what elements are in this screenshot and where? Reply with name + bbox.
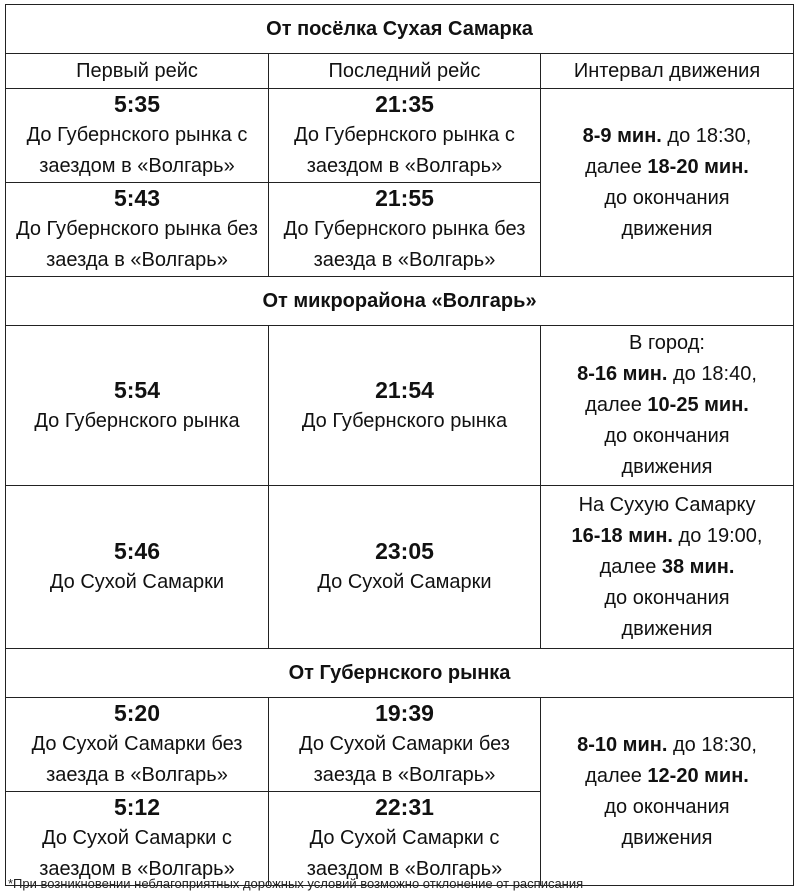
destination: До Губернского рынка с заездом в «Волгарь» — [294, 124, 515, 177]
first-trip-cell — [6, 486, 269, 649]
departure-time: 5:46 — [113, 538, 161, 564]
table-row — [6, 326, 794, 486]
first-trip-cell — [6, 183, 269, 277]
destination: До Губернского рынка без заезда в «Волгарь» — [16, 218, 258, 271]
departure-time: 23:05 — [375, 538, 434, 564]
departure-time: 19:39 — [375, 700, 434, 726]
destination: До Сухой Самарки — [49, 571, 225, 593]
section-title-row — [6, 649, 794, 698]
interval-line: 8-10 мин. до 18:30, — [577, 733, 757, 756]
departure-time: 5:43 — [113, 185, 161, 211]
departure-time: 21:35 — [375, 91, 434, 117]
departure-time: 5:12 — [113, 794, 161, 820]
footnote: *При возникновении неблагоприятных дорожных условий возможно отклонение от расписания — [8, 876, 584, 891]
column-header-row — [6, 54, 794, 89]
interval-line: далее 38 мин. — [599, 555, 735, 578]
last-trip-cell — [269, 183, 541, 277]
section-title: От Губернского рынка — [6, 649, 794, 698]
interval-line: далее 12-20 мин. — [585, 764, 749, 787]
section-title-row — [6, 5, 794, 54]
destination: До Сухой Самарки с заездом в «Волгарь» — [39, 827, 235, 880]
interval-line: далее 10-25 мин. — [585, 394, 749, 416]
departure-time: 22:31 — [375, 794, 434, 820]
last-trip-cell — [269, 89, 541, 183]
interval-line: далее 18-20 мин. — [585, 155, 749, 178]
section-title-row — [6, 277, 794, 326]
interval-line: В город: — [629, 332, 705, 354]
first-trip-cell — [6, 792, 269, 886]
interval-cell — [541, 89, 794, 277]
interval-line: до окончания — [604, 425, 730, 447]
interval-cell — [541, 326, 794, 486]
destination: До Сухой Самарки — [317, 571, 492, 593]
interval-line: На Сухую Самарку — [578, 493, 756, 516]
destination: До Губернского рынка с заездом в «Волгарь» — [26, 124, 248, 177]
table-row — [6, 486, 794, 649]
destination: До Сухой Самарки без заезда в «Волгарь» — [299, 733, 510, 786]
interval-line: движения — [621, 826, 713, 849]
section-title: От посёлка Сухая Самарка — [6, 5, 794, 54]
table-row — [6, 89, 794, 183]
departure-time: 5:54 — [113, 376, 161, 403]
table-row — [6, 698, 794, 792]
interval-cell — [541, 698, 794, 886]
header-first-trip: Первый рейс — [6, 54, 269, 89]
last-trip-cell — [269, 326, 541, 486]
destination: До Губернского рынка — [34, 409, 240, 432]
destination: До Губернского рынка без заезда в «Волгарь» — [283, 218, 526, 271]
departure-time: 5:20 — [113, 700, 161, 726]
interval-line: 8-9 мин. до 18:30, — [582, 124, 752, 147]
last-trip-cell — [269, 698, 541, 792]
last-trip-cell — [269, 486, 541, 649]
interval-line: до окончания — [604, 795, 730, 818]
interval-cell — [541, 486, 794, 649]
interval-line: до окончания — [604, 186, 730, 209]
first-trip-cell — [6, 326, 269, 486]
header-last-trip: Последний рейс — [269, 54, 541, 89]
destination: До Губернского рынка — [301, 409, 508, 432]
interval-line: движения — [621, 217, 713, 240]
departure-time: 21:54 — [375, 376, 434, 403]
interval-line: 8-16 мин. до 18:40, — [577, 363, 757, 385]
interval-line: движения — [621, 617, 713, 640]
destination: До Сухой Самарки с заездом в «Волгарь» — [306, 827, 503, 880]
schedule-table — [5, 4, 794, 886]
departure-time: 21:55 — [375, 185, 434, 211]
interval-line: 16-18 мин. до 19:00, — [571, 524, 763, 547]
destination: До Сухой Самарки без заезда в «Волгарь» — [31, 733, 243, 786]
interval-line: до окончания — [604, 586, 730, 609]
departure-time: 5:35 — [113, 91, 161, 117]
header-interval: Интервал движения — [541, 54, 794, 89]
first-trip-cell — [6, 698, 269, 792]
interval-line: движения — [621, 456, 713, 478]
section-title: От микрорайона «Волгарь» — [6, 277, 794, 326]
first-trip-cell — [6, 89, 269, 183]
last-trip-cell — [269, 792, 541, 886]
